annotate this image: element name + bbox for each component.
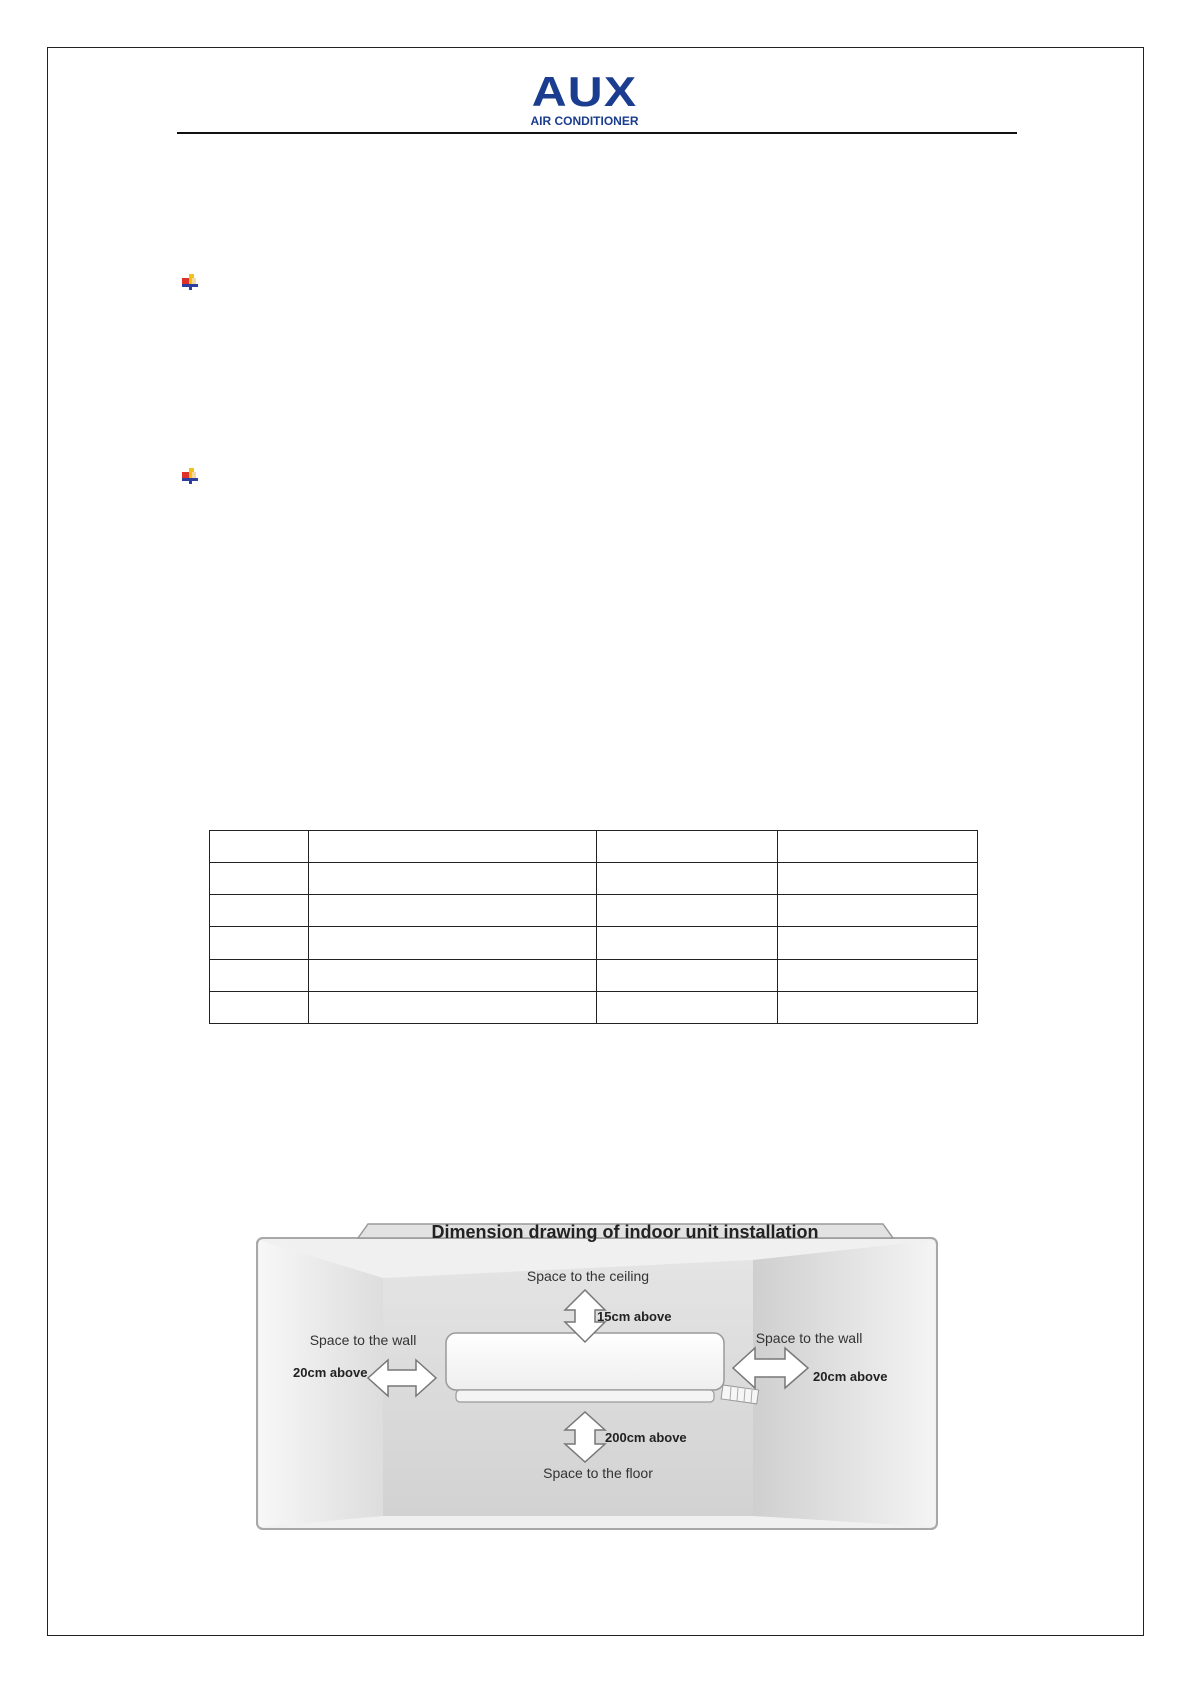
table-cell xyxy=(210,927,309,959)
table-cell xyxy=(597,831,778,863)
table-cell xyxy=(308,895,597,927)
left-wall-label: Space to the wall xyxy=(309,1332,417,1348)
table-row xyxy=(210,831,978,863)
table-cell xyxy=(778,863,978,895)
multicolor-cross-bullet-icon xyxy=(180,466,200,486)
table-row xyxy=(210,895,978,927)
table-cell xyxy=(308,959,597,991)
table-cell xyxy=(597,927,778,959)
ceiling-value: 15cm above xyxy=(597,1309,672,1324)
table-cell xyxy=(308,927,597,959)
table-cell xyxy=(778,895,978,927)
floor-value: 200cm above xyxy=(605,1430,687,1445)
installation-diagram xyxy=(253,1220,943,1533)
table-cell xyxy=(308,863,597,895)
brand-tagline: AIR CONDITIONER xyxy=(530,114,639,128)
ceiling-label: Space to the ceiling xyxy=(526,1268,650,1284)
table-cell xyxy=(308,991,597,1023)
table-cell xyxy=(210,959,309,991)
table-cell xyxy=(210,895,309,927)
table-cell xyxy=(597,991,778,1023)
multicolor-cross-bullet-icon xyxy=(180,272,200,292)
spec-table xyxy=(209,830,978,1024)
diagram-title: Dimension drawing of indoor unit installation xyxy=(431,1222,819,1242)
brand-name: AUX xyxy=(531,68,638,115)
table-cell xyxy=(778,927,978,959)
right-wall-label: Space to the wall xyxy=(755,1330,863,1346)
header-divider xyxy=(177,132,1017,134)
table-cell xyxy=(778,959,978,991)
table-cell xyxy=(778,991,978,1023)
floor-label: Space to the floor xyxy=(543,1465,653,1481)
left-wall-value: 20cm above xyxy=(293,1365,368,1380)
table-cell xyxy=(597,959,778,991)
table-cell xyxy=(597,863,778,895)
table-cell xyxy=(597,895,778,927)
table-cell xyxy=(308,831,597,863)
table-cell xyxy=(210,991,309,1023)
table-cell xyxy=(210,831,309,863)
table-row xyxy=(210,959,978,991)
table-cell xyxy=(210,863,309,895)
table-row xyxy=(210,863,978,895)
table-row xyxy=(210,991,978,1023)
table-row xyxy=(210,927,978,959)
brand-logo xyxy=(522,70,647,130)
right-wall-value: 20cm above xyxy=(813,1369,888,1384)
table-cell xyxy=(778,831,978,863)
